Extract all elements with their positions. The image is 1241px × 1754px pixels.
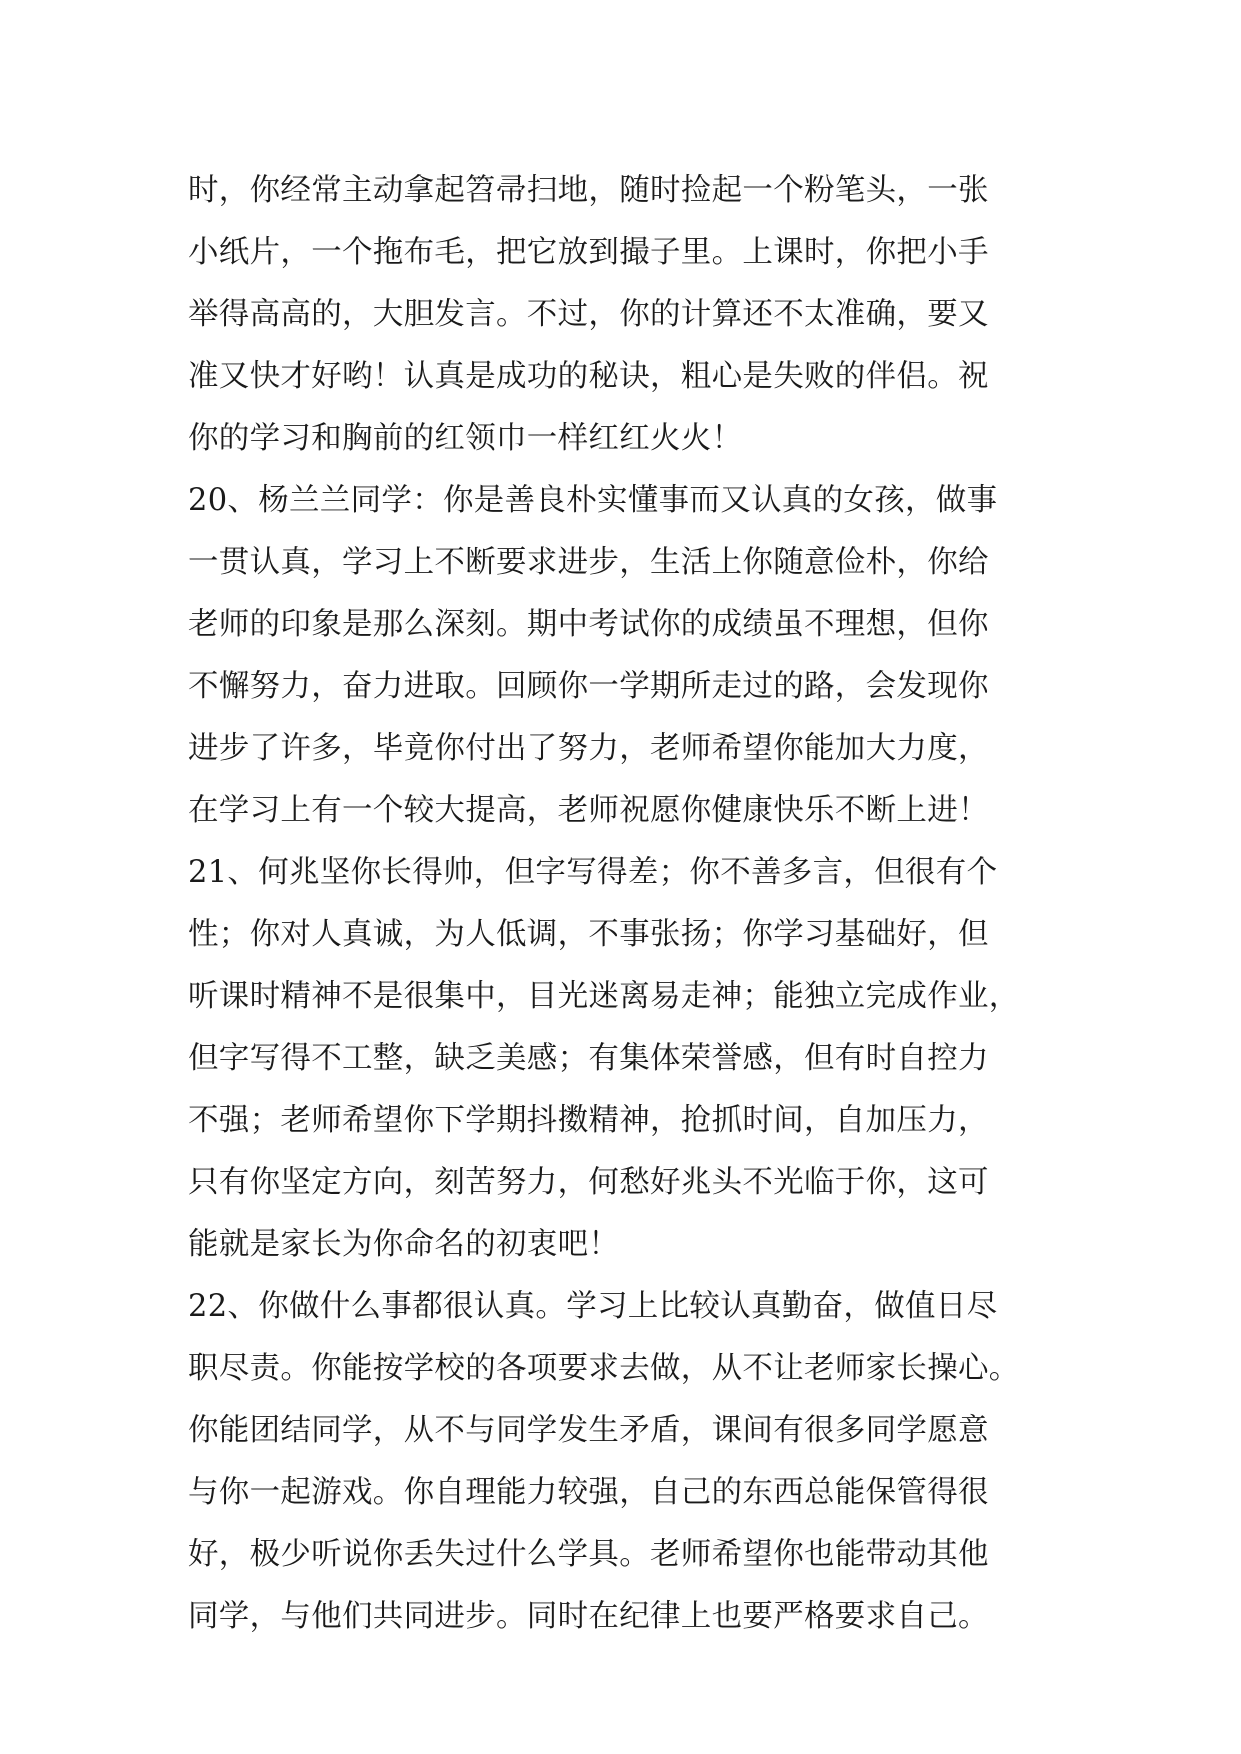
text-line: 不懈努力，奋力进取。回顾你一学期所走过的路，会发现你 [188, 669, 989, 704]
text-line: 20、杨兰兰同学：你是善良朴实懂事而又认真的女孩，做事 [188, 483, 998, 518]
text-line: 不强；老师希望你下学期抖擞精神，抢抓时间，自加压力， [188, 1103, 989, 1138]
body-text [188, 160, 1068, 1648]
text-line: 22、你做什么事都很认真。学习上比较认真勤奋，做值日尽 [188, 1289, 998, 1324]
text-line: 21、何兆坚你长得帅，但字写得差；你不善多言，但很有个 [188, 855, 998, 890]
text-line: 老师的印象是那么深刻。期中考试你的成绩虽不理想，但你 [188, 607, 989, 642]
text-line: 时，你经常主动拿起笤帚扫地，随时捡起一个粉笔头，一张 [188, 173, 989, 208]
text-line: 职尽责。你能按学校的各项要求去做，从不让老师家长操心。 [188, 1351, 1020, 1386]
text-line: 好，极少听说你丢失过什么学具。老师希望你也能带动其他 [188, 1537, 989, 1572]
text-line: 准又快才好哟！认真是成功的秘诀，粗心是失败的伴侣。祝 [188, 359, 989, 394]
text-line: 你的学习和胸前的红领巾一样红红火火！ [188, 421, 743, 456]
text-line: 在学习上有一个较大提高，老师祝愿你健康快乐不断上进！ [188, 793, 989, 828]
text-line: 听课时精神不是很集中，目光迷离易走神；能独立完成作业， [188, 979, 1020, 1014]
text-line: 能就是家长为你命名的初衷吧！ [188, 1227, 620, 1262]
text-line: 性；你对人真诚，为人低调，不事张扬；你学习基础好，但 [188, 917, 989, 952]
text-line: 举得高高的，大胆发言。不过，你的计算还不太准确，要又 [188, 297, 989, 332]
text-line: 进步了许多，毕竟你付出了努力，老师希望你能加大力度， [188, 731, 989, 766]
text-line: 同学，与他们共同进步。同时在纪律上也要严格要求自己。 [188, 1599, 989, 1634]
text-line: 与你一起游戏。你自理能力较强，自己的东西总能保管得很 [188, 1475, 989, 1510]
text-line: 你能团结同学，从不与同学发生矛盾，课间有很多同学愿意 [188, 1413, 989, 1448]
text-line: 一贯认真，学习上不断要求进步，生活上你随意俭朴，你给 [188, 545, 989, 580]
text-line: 但字写得不工整，缺乏美感；有集体荣誉感，但有时自控力 [188, 1041, 989, 1076]
text-line: 小纸片，一个拖布毛，把它放到撮子里。上课时，你把小手 [188, 235, 989, 270]
text-line: 只有你坚定方向，刻苦努力，何愁好兆头不光临于你，这可 [188, 1165, 989, 1200]
